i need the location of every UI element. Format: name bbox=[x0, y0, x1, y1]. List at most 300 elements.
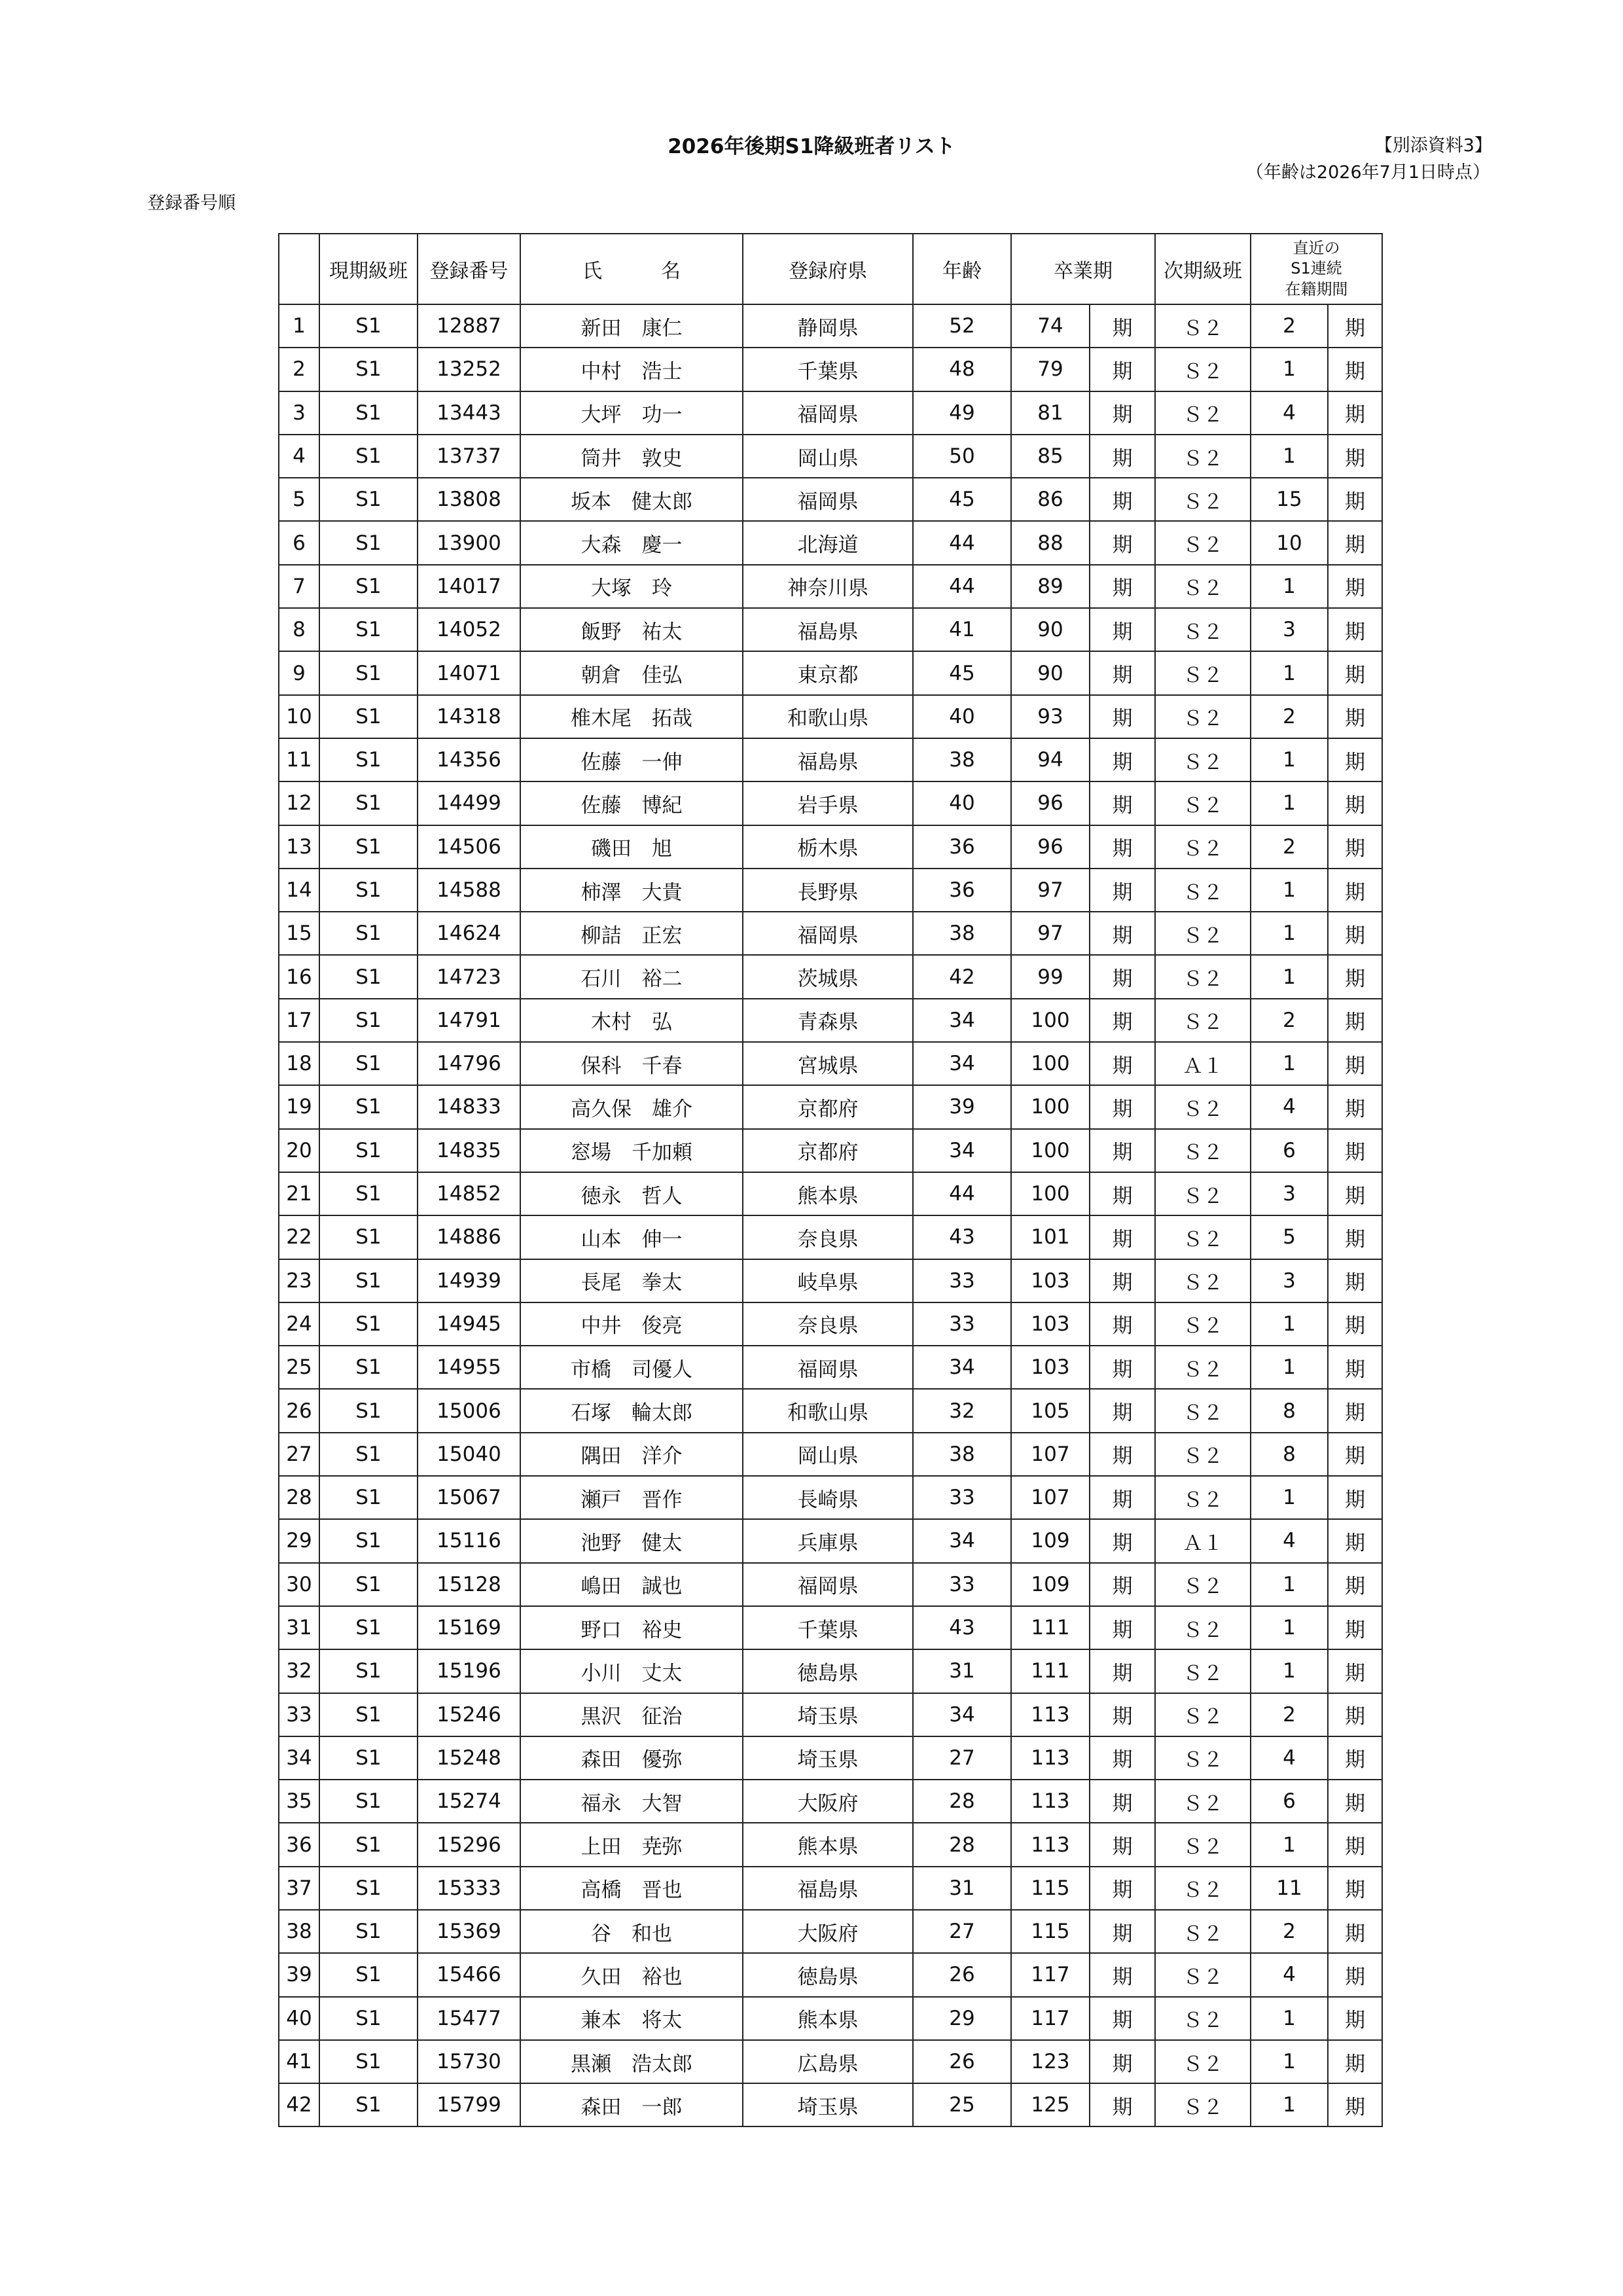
name-cell: 木村 弘 bbox=[520, 999, 743, 1042]
grad-term-cell: 113 bbox=[1011, 1780, 1090, 1823]
name-cell: 坂本 健太郎 bbox=[520, 478, 743, 521]
row-index: 19 bbox=[279, 1085, 319, 1128]
reg-no-cell: 15466 bbox=[418, 1953, 520, 1996]
name-cell: 新田 康仁 bbox=[520, 304, 743, 348]
age-cell: 34 bbox=[913, 1042, 1011, 1085]
tenure-cell: 2 bbox=[1251, 1693, 1328, 1736]
grad-unit-cell: 期 bbox=[1090, 1997, 1155, 2040]
next-class-cell: Ｓ２ bbox=[1155, 521, 1251, 564]
tenure-cell: 1 bbox=[1251, 738, 1328, 781]
current-class-cell: S1 bbox=[319, 1997, 418, 2040]
grad-unit-cell: 期 bbox=[1090, 869, 1155, 912]
next-class-cell: Ｓ２ bbox=[1155, 2040, 1251, 2083]
reg-no-cell: 13737 bbox=[418, 435, 520, 478]
name-cell: 窓場 千加頼 bbox=[520, 1129, 743, 1172]
grad-unit-cell: 期 bbox=[1090, 1215, 1155, 1259]
row-index: 21 bbox=[279, 1172, 319, 1215]
table-row bbox=[279, 1910, 1382, 1953]
tenure-cell: 1 bbox=[1251, 651, 1328, 694]
tenure-unit-cell: 期 bbox=[1328, 1302, 1382, 1346]
reg-no-cell: 15128 bbox=[418, 1563, 520, 1606]
name-cell: 中村 浩士 bbox=[520, 348, 743, 391]
prefecture-cell: 埼玉県 bbox=[743, 1736, 913, 1780]
table-row bbox=[279, 1823, 1382, 1866]
tenure-unit-cell: 期 bbox=[1328, 391, 1382, 435]
name-cell: 上田 尭弥 bbox=[520, 1823, 743, 1866]
tenure-cell: 4 bbox=[1251, 1519, 1328, 1562]
reg-no-cell: 13252 bbox=[418, 348, 520, 391]
tenure-unit-cell: 期 bbox=[1328, 1476, 1382, 1519]
table-row bbox=[279, 651, 1382, 694]
next-class-cell: Ｓ２ bbox=[1155, 912, 1251, 955]
row-index: 29 bbox=[279, 1519, 319, 1562]
tenure-unit-cell: 期 bbox=[1328, 608, 1382, 651]
grad-term-cell: 89 bbox=[1011, 565, 1090, 608]
tenure-cell: 1 bbox=[1251, 1823, 1328, 1866]
prefecture-cell: 埼玉県 bbox=[743, 2083, 913, 2126]
age-cell: 33 bbox=[913, 1302, 1011, 1346]
age-cell: 28 bbox=[913, 1780, 1011, 1823]
grad-unit-cell: 期 bbox=[1090, 1780, 1155, 1823]
table-row bbox=[279, 2083, 1382, 2126]
table-row bbox=[279, 825, 1382, 869]
prefecture-cell: 福島県 bbox=[743, 738, 913, 781]
reg-no-cell: 14796 bbox=[418, 1042, 520, 1085]
row-index: 22 bbox=[279, 1215, 319, 1259]
reg-no-cell: 15196 bbox=[418, 1649, 520, 1693]
prefecture-cell: 福岡県 bbox=[743, 912, 913, 955]
tenure-cell: 2 bbox=[1251, 695, 1328, 738]
header-index bbox=[279, 234, 319, 304]
current-class-cell: S1 bbox=[319, 1910, 418, 1953]
grad-term-cell: 100 bbox=[1011, 999, 1090, 1042]
next-class-cell: Ｓ２ bbox=[1155, 1476, 1251, 1519]
prefecture-cell: 奈良県 bbox=[743, 1302, 913, 1346]
next-class-cell: Ｓ２ bbox=[1155, 1736, 1251, 1780]
prefecture-cell: 栃木県 bbox=[743, 825, 913, 869]
tenure-unit-cell: 期 bbox=[1328, 738, 1382, 781]
age-cell: 38 bbox=[913, 912, 1011, 955]
name-cell: 市橋 司優人 bbox=[520, 1346, 743, 1389]
table-row bbox=[279, 999, 1382, 1042]
tenure-unit-cell: 期 bbox=[1328, 478, 1382, 521]
grad-unit-cell: 期 bbox=[1090, 2040, 1155, 2083]
grad-unit-cell: 期 bbox=[1090, 1302, 1155, 1346]
next-class-cell: Ｓ２ bbox=[1155, 478, 1251, 521]
current-class-cell: S1 bbox=[319, 391, 418, 435]
name-cell: 瀬戸 晋作 bbox=[520, 1476, 743, 1519]
age-cell: 34 bbox=[913, 1693, 1011, 1736]
grad-term-cell: 113 bbox=[1011, 1823, 1090, 1866]
name-cell: 大塚 玲 bbox=[520, 565, 743, 608]
tenure-unit-cell: 期 bbox=[1328, 521, 1382, 564]
reg-no-cell: 15246 bbox=[418, 1693, 520, 1736]
tenure-unit-cell: 期 bbox=[1328, 999, 1382, 1042]
next-class-cell: Ｓ２ bbox=[1155, 955, 1251, 998]
tenure-unit-cell: 期 bbox=[1328, 1823, 1382, 1866]
row-index: 31 bbox=[279, 1606, 319, 1649]
tenure-unit-cell: 期 bbox=[1328, 1780, 1382, 1823]
grad-unit-cell: 期 bbox=[1090, 1606, 1155, 1649]
next-class-cell: Ｓ２ bbox=[1155, 304, 1251, 348]
reg-no-cell: 14499 bbox=[418, 781, 520, 825]
current-class-cell: S1 bbox=[319, 955, 418, 998]
current-class-cell: S1 bbox=[319, 304, 418, 348]
age-cell: 45 bbox=[913, 651, 1011, 694]
current-class-cell: S1 bbox=[319, 435, 418, 478]
next-class-cell: Ｓ２ bbox=[1155, 1953, 1251, 1996]
next-class-cell: Ｓ２ bbox=[1155, 999, 1251, 1042]
table-row bbox=[279, 738, 1382, 781]
tenure-cell: 1 bbox=[1251, 1563, 1328, 1606]
current-class-cell: S1 bbox=[319, 781, 418, 825]
prefecture-cell: 岡山県 bbox=[743, 1433, 913, 1476]
table-row bbox=[279, 1953, 1382, 1996]
reg-no-cell: 15296 bbox=[418, 1823, 520, 1866]
grad-unit-cell: 期 bbox=[1090, 1563, 1155, 1606]
grad-unit-cell: 期 bbox=[1090, 1910, 1155, 1953]
grad-unit-cell: 期 bbox=[1090, 1476, 1155, 1519]
row-index: 18 bbox=[279, 1042, 319, 1085]
current-class-cell: S1 bbox=[319, 1693, 418, 1736]
grad-unit-cell: 期 bbox=[1090, 1389, 1155, 1432]
current-class-cell: S1 bbox=[319, 1215, 418, 1259]
age-cell: 40 bbox=[913, 781, 1011, 825]
table-row bbox=[279, 955, 1382, 998]
table-row bbox=[279, 1042, 1382, 1085]
current-class-cell: S1 bbox=[319, 521, 418, 564]
grad-term-cell: 117 bbox=[1011, 1953, 1090, 1996]
grad-term-cell: 93 bbox=[1011, 695, 1090, 738]
table-row bbox=[279, 1085, 1382, 1128]
table-row bbox=[279, 348, 1382, 391]
row-index: 11 bbox=[279, 738, 319, 781]
current-class-cell: S1 bbox=[319, 608, 418, 651]
next-class-cell: Ｓ２ bbox=[1155, 695, 1251, 738]
current-class-cell: S1 bbox=[319, 825, 418, 869]
row-index: 36 bbox=[279, 1823, 319, 1866]
prefecture-cell: 岩手県 bbox=[743, 781, 913, 825]
tenure-cell: 2 bbox=[1251, 825, 1328, 869]
grad-unit-cell: 期 bbox=[1090, 435, 1155, 478]
next-class-cell: Ｓ２ bbox=[1155, 1823, 1251, 1866]
grad-term-cell: 96 bbox=[1011, 825, 1090, 869]
header-s1-tenure bbox=[1251, 234, 1382, 304]
prefecture-cell: 岡山県 bbox=[743, 435, 913, 478]
tenure-cell: 2 bbox=[1251, 304, 1328, 348]
grad-unit-cell: 期 bbox=[1090, 695, 1155, 738]
grad-unit-cell: 期 bbox=[1090, 1823, 1155, 1866]
row-index: 5 bbox=[279, 478, 319, 521]
age-cell: 43 bbox=[913, 1215, 1011, 1259]
prefecture-cell: 千葉県 bbox=[743, 348, 913, 391]
grad-term-cell: 97 bbox=[1011, 869, 1090, 912]
tenure-cell: 1 bbox=[1251, 1042, 1328, 1085]
prefecture-cell: 大阪府 bbox=[743, 1910, 913, 1953]
age-cell: 38 bbox=[913, 738, 1011, 781]
tenure-cell: 2 bbox=[1251, 1910, 1328, 1953]
grad-term-cell: 74 bbox=[1011, 304, 1090, 348]
tenure-unit-cell: 期 bbox=[1328, 1172, 1382, 1215]
prefecture-cell: 埼玉県 bbox=[743, 1693, 913, 1736]
age-cell: 48 bbox=[913, 348, 1011, 391]
row-index: 35 bbox=[279, 1780, 319, 1823]
tenure-unit-cell: 期 bbox=[1328, 781, 1382, 825]
prefecture-cell: 千葉県 bbox=[743, 1606, 913, 1649]
header-current-class: 現期級班 bbox=[319, 234, 418, 304]
next-class-cell: Ｓ２ bbox=[1155, 1172, 1251, 1215]
next-class-cell: Ｓ２ bbox=[1155, 1085, 1251, 1128]
prefecture-cell: 茨城県 bbox=[743, 955, 913, 998]
tenure-unit-cell: 期 bbox=[1328, 1867, 1382, 1910]
table-row bbox=[279, 1693, 1382, 1736]
table-row bbox=[279, 869, 1382, 912]
name-cell: 保科 千春 bbox=[520, 1042, 743, 1085]
prefecture-cell: 北海道 bbox=[743, 521, 913, 564]
name-cell: 中井 俊亮 bbox=[520, 1302, 743, 1346]
grad-unit-cell: 期 bbox=[1090, 1519, 1155, 1562]
header-prefecture: 登録府県 bbox=[743, 234, 913, 304]
reg-no-cell: 14624 bbox=[418, 912, 520, 955]
age-cell: 45 bbox=[913, 478, 1011, 521]
grad-term-cell: 117 bbox=[1011, 1997, 1090, 2040]
next-class-cell: Ｓ２ bbox=[1155, 738, 1251, 781]
age-cell: 34 bbox=[913, 1519, 1011, 1562]
table-row bbox=[279, 391, 1382, 435]
grad-unit-cell: 期 bbox=[1090, 781, 1155, 825]
age-cell: 44 bbox=[913, 1172, 1011, 1215]
current-class-cell: S1 bbox=[319, 1736, 418, 1780]
tenure-unit-cell: 期 bbox=[1328, 1042, 1382, 1085]
tenure-unit-cell: 期 bbox=[1328, 1606, 1382, 1649]
current-class-cell: S1 bbox=[319, 1346, 418, 1389]
grad-term-cell: 85 bbox=[1011, 435, 1090, 478]
prefecture-cell: 福島県 bbox=[743, 1867, 913, 1910]
prefecture-cell: 岐阜県 bbox=[743, 1259, 913, 1302]
reg-no-cell: 15369 bbox=[418, 1910, 520, 1953]
table-row bbox=[279, 781, 1382, 825]
next-class-cell: Ｓ２ bbox=[1155, 1867, 1251, 1910]
age-cell: 25 bbox=[913, 2083, 1011, 2126]
grad-term-cell: 105 bbox=[1011, 1389, 1090, 1432]
name-cell: 谷 和也 bbox=[520, 1910, 743, 1953]
grad-term-cell: 100 bbox=[1011, 1129, 1090, 1172]
prefecture-cell: 静岡県 bbox=[743, 304, 913, 348]
header-grad-term: 卒業期 bbox=[1011, 234, 1155, 304]
age-cell: 29 bbox=[913, 1997, 1011, 2040]
grad-unit-cell: 期 bbox=[1090, 1953, 1155, 1996]
reg-no-cell: 15477 bbox=[418, 1997, 520, 2040]
prefecture-cell: 福岡県 bbox=[743, 1563, 913, 1606]
grad-term-cell: 96 bbox=[1011, 781, 1090, 825]
table-row bbox=[279, 1519, 1382, 1562]
tenure-cell: 8 bbox=[1251, 1433, 1328, 1476]
name-cell: 嶋田 誠也 bbox=[520, 1563, 743, 1606]
table-row bbox=[279, 304, 1382, 348]
table-row bbox=[279, 1606, 1382, 1649]
grad-term-cell: 100 bbox=[1011, 1172, 1090, 1215]
grad-term-cell: 94 bbox=[1011, 738, 1090, 781]
prefecture-cell: 熊本県 bbox=[743, 1823, 913, 1866]
grad-term-cell: 88 bbox=[1011, 521, 1090, 564]
row-index: 38 bbox=[279, 1910, 319, 1953]
tenure-unit-cell: 期 bbox=[1328, 912, 1382, 955]
reg-no-cell: 15333 bbox=[418, 1867, 520, 1910]
name-cell: 柳詰 正宏 bbox=[520, 912, 743, 955]
tenure-unit-cell: 期 bbox=[1328, 1649, 1382, 1693]
tenure-cell: 1 bbox=[1251, 1649, 1328, 1693]
row-index: 26 bbox=[279, 1389, 319, 1432]
name-cell: 兼本 将太 bbox=[520, 1997, 743, 2040]
grad-term-cell: 115 bbox=[1011, 1910, 1090, 1953]
next-class-cell: Ｓ２ bbox=[1155, 1389, 1251, 1432]
reg-no-cell: 15248 bbox=[418, 1736, 520, 1780]
row-index: 33 bbox=[279, 1693, 319, 1736]
tenure-unit-cell: 期 bbox=[1328, 565, 1382, 608]
age-cell: 44 bbox=[913, 521, 1011, 564]
grad-unit-cell: 期 bbox=[1090, 1693, 1155, 1736]
age-cell: 41 bbox=[913, 608, 1011, 651]
tenure-unit-cell: 期 bbox=[1328, 651, 1382, 694]
next-class-cell: Ｓ２ bbox=[1155, 1563, 1251, 1606]
name-cell: 高久保 雄介 bbox=[520, 1085, 743, 1128]
table-row bbox=[279, 608, 1382, 651]
prefecture-cell: 大阪府 bbox=[743, 1780, 913, 1823]
name-cell: 長尾 拳太 bbox=[520, 1259, 743, 1302]
current-class-cell: S1 bbox=[319, 2040, 418, 2083]
tenure-unit-cell: 期 bbox=[1328, 1953, 1382, 1996]
reg-no-cell: 14017 bbox=[418, 565, 520, 608]
reg-no-cell: 14052 bbox=[418, 608, 520, 651]
tenure-unit-cell: 期 bbox=[1328, 1736, 1382, 1780]
current-class-cell: S1 bbox=[319, 1519, 418, 1562]
current-class-cell: S1 bbox=[319, 1606, 418, 1649]
next-class-cell: Ｓ２ bbox=[1155, 1780, 1251, 1823]
prefecture-cell: 長野県 bbox=[743, 869, 913, 912]
row-index: 4 bbox=[279, 435, 319, 478]
current-class-cell: S1 bbox=[319, 1649, 418, 1693]
reg-no-cell: 13900 bbox=[418, 521, 520, 564]
current-class-cell: S1 bbox=[319, 869, 418, 912]
header-row bbox=[279, 234, 1382, 304]
tenure-cell: 1 bbox=[1251, 1606, 1328, 1649]
row-index: 7 bbox=[279, 565, 319, 608]
reg-no-cell: 13443 bbox=[418, 391, 520, 435]
age-cell: 52 bbox=[913, 304, 1011, 348]
tenure-unit-cell: 期 bbox=[1328, 1563, 1382, 1606]
row-index: 15 bbox=[279, 912, 319, 955]
row-index: 16 bbox=[279, 955, 319, 998]
grad-term-cell: 90 bbox=[1011, 608, 1090, 651]
name-cell: 磯田 旭 bbox=[520, 825, 743, 869]
age-cell: 36 bbox=[913, 869, 1011, 912]
table-row bbox=[279, 1780, 1382, 1823]
tenure-unit-cell: 期 bbox=[1328, 869, 1382, 912]
prefecture-cell: 長崎県 bbox=[743, 1476, 913, 1519]
grad-unit-cell: 期 bbox=[1090, 1736, 1155, 1780]
header-reg-no: 登録番号 bbox=[418, 234, 520, 304]
table-row bbox=[279, 1129, 1382, 1172]
next-class-cell: Ｓ２ bbox=[1155, 1259, 1251, 1302]
current-class-cell: S1 bbox=[319, 1953, 418, 1996]
table-row bbox=[279, 1997, 1382, 2040]
table-row bbox=[279, 1736, 1382, 1780]
next-class-cell: Ａ１ bbox=[1155, 1042, 1251, 1085]
age-cell: 34 bbox=[913, 1346, 1011, 1389]
name-cell: 野口 裕史 bbox=[520, 1606, 743, 1649]
row-index: 8 bbox=[279, 608, 319, 651]
grad-term-cell: 100 bbox=[1011, 1042, 1090, 1085]
name-cell: 森田 一郎 bbox=[520, 2083, 743, 2126]
prefecture-cell: 福岡県 bbox=[743, 1346, 913, 1389]
current-class-cell: S1 bbox=[319, 1042, 418, 1085]
tenure-cell: 2 bbox=[1251, 999, 1328, 1042]
tenure-cell: 8 bbox=[1251, 1389, 1328, 1432]
current-class-cell: S1 bbox=[319, 1085, 418, 1128]
next-class-cell: Ｓ２ bbox=[1155, 391, 1251, 435]
prefecture-cell: 京都府 bbox=[743, 1129, 913, 1172]
row-index: 39 bbox=[279, 1953, 319, 1996]
prefecture-cell: 東京都 bbox=[743, 651, 913, 694]
reg-no-cell: 14506 bbox=[418, 825, 520, 869]
grad-unit-cell: 期 bbox=[1090, 348, 1155, 391]
current-class-cell: S1 bbox=[319, 738, 418, 781]
tenure-cell: 1 bbox=[1251, 2040, 1328, 2083]
name-cell: 黒沢 征治 bbox=[520, 1693, 743, 1736]
tenure-unit-cell: 期 bbox=[1328, 1389, 1382, 1432]
current-class-cell: S1 bbox=[319, 1433, 418, 1476]
grad-term-cell: 109 bbox=[1011, 1563, 1090, 1606]
table-row bbox=[279, 1649, 1382, 1693]
current-class-cell: S1 bbox=[319, 1302, 418, 1346]
grad-term-cell: 113 bbox=[1011, 1736, 1090, 1780]
prefecture-cell: 福岡県 bbox=[743, 478, 913, 521]
tenure-cell: 3 bbox=[1251, 608, 1328, 651]
grad-term-cell: 100 bbox=[1011, 1085, 1090, 1128]
prefecture-cell: 熊本県 bbox=[743, 1997, 913, 2040]
prefecture-cell: 福島県 bbox=[743, 608, 913, 651]
prefecture-cell: 京都府 bbox=[743, 1085, 913, 1128]
prefecture-cell: 奈良県 bbox=[743, 1215, 913, 1259]
grad-term-cell: 113 bbox=[1011, 1693, 1090, 1736]
age-cell: 50 bbox=[913, 435, 1011, 478]
next-class-cell: Ｓ２ bbox=[1155, 1910, 1251, 1953]
table-row bbox=[279, 1476, 1382, 1519]
tenure-unit-cell: 期 bbox=[1328, 1129, 1382, 1172]
name-cell: 高橋 晋也 bbox=[520, 1867, 743, 1910]
name-cell: 飯野 祐太 bbox=[520, 608, 743, 651]
reg-no-cell: 15730 bbox=[418, 2040, 520, 2083]
row-index: 17 bbox=[279, 999, 319, 1042]
tenure-cell: 4 bbox=[1251, 391, 1328, 435]
tenure-unit-cell: 期 bbox=[1328, 1693, 1382, 1736]
tenure-cell: 15 bbox=[1251, 478, 1328, 521]
table-row bbox=[279, 1433, 1382, 1476]
table-row bbox=[279, 1172, 1382, 1215]
next-class-cell: Ｓ２ bbox=[1155, 1346, 1251, 1389]
name-cell: 筒井 敦史 bbox=[520, 435, 743, 478]
current-class-cell: S1 bbox=[319, 1823, 418, 1866]
grad-term-cell: 86 bbox=[1011, 478, 1090, 521]
current-class-cell: S1 bbox=[319, 999, 418, 1042]
next-class-cell: Ｓ２ bbox=[1155, 435, 1251, 478]
grad-term-cell: 99 bbox=[1011, 955, 1090, 998]
tenure-cell: 1 bbox=[1251, 869, 1328, 912]
next-class-cell: Ａ１ bbox=[1155, 1519, 1251, 1562]
grad-unit-cell: 期 bbox=[1090, 738, 1155, 781]
prefecture-cell: 広島県 bbox=[743, 2040, 913, 2083]
demotion-list-table bbox=[278, 233, 1383, 2127]
